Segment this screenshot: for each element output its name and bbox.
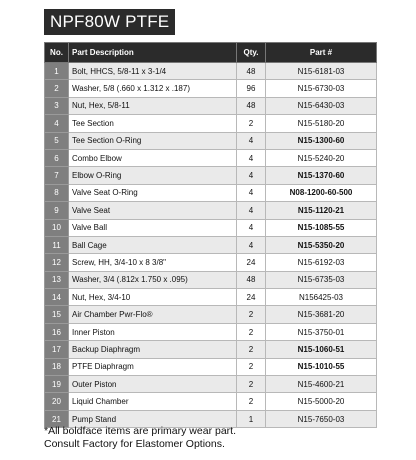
row-part-number: N15-3681-20 (266, 306, 377, 323)
row-part-description: Valve Ball (69, 219, 237, 236)
row-part-number: N15-5240-20 (266, 149, 377, 166)
row-number: 18 (45, 358, 69, 375)
footnote-line-1: *All boldface items are primary wear part. (44, 425, 236, 437)
row-quantity: 4 (237, 167, 266, 184)
row-part-description: Bolt, HHCS, 5/8-11 x 3-1/4 (69, 63, 237, 80)
table-row (45, 167, 377, 184)
row-number: 2 (45, 80, 69, 97)
table-row (45, 341, 377, 358)
table-row (45, 376, 377, 393)
page-title: NPF80W PTFE (44, 9, 175, 35)
row-number: 16 (45, 323, 69, 340)
table-row (45, 115, 377, 132)
row-part-description: PTFE Diaphragm (69, 358, 237, 375)
row-number: 12 (45, 254, 69, 271)
row-quantity: 2 (237, 376, 266, 393)
row-part-number: N15-5350-20 (266, 236, 377, 253)
row-quantity: 4 (237, 184, 266, 201)
table-row (45, 358, 377, 375)
row-part-description: Outer Piston (69, 376, 237, 393)
row-part-number: N15-5180-20 (266, 115, 377, 132)
row-part-number: N15-6730-03 (266, 80, 377, 97)
row-part-description: Washer, 3/4 (.812x 1.750 x .095) (69, 271, 237, 288)
parts-table (44, 42, 377, 428)
row-quantity: 2 (237, 323, 266, 340)
table-row (45, 97, 377, 114)
row-quantity: 4 (237, 132, 266, 149)
row-quantity: 2 (237, 341, 266, 358)
row-number: 9 (45, 202, 69, 219)
row-quantity: 2 (237, 358, 266, 375)
row-quantity: 96 (237, 80, 266, 97)
row-number: 11 (45, 236, 69, 253)
table-row (45, 271, 377, 288)
row-number: 15 (45, 306, 69, 323)
row-number: 19 (45, 376, 69, 393)
header-part-number: Part # (266, 43, 377, 63)
row-part-description: Combo Elbow (69, 149, 237, 166)
table-row (45, 306, 377, 323)
table-row (45, 80, 377, 97)
table-row (45, 393, 377, 410)
row-part-description: Backup Diaphragm (69, 341, 237, 358)
row-number: 13 (45, 271, 69, 288)
row-part-description: Tee Section (69, 115, 237, 132)
table-row (45, 132, 377, 149)
row-part-description: Liquid Chamber (69, 393, 237, 410)
row-quantity: 24 (237, 289, 266, 306)
row-part-description: Tee Section O-Ring (69, 132, 237, 149)
row-number: 14 (45, 289, 69, 306)
row-part-number: N15-4600-21 (266, 376, 377, 393)
row-quantity: 2 (237, 306, 266, 323)
row-number: 6 (45, 149, 69, 166)
row-part-number: N15-7650-03 (266, 410, 377, 427)
row-part-description: Inner Piston (69, 323, 237, 340)
row-quantity: 2 (237, 393, 266, 410)
table-row (45, 254, 377, 271)
row-part-number: N08-1200-60-500 (266, 184, 377, 201)
row-number: 10 (45, 219, 69, 236)
row-quantity: 24 (237, 254, 266, 271)
row-part-number: N15-5000-20 (266, 393, 377, 410)
header-part-description: Part Description (69, 43, 237, 63)
parts-table-header (45, 43, 377, 63)
row-number: 8 (45, 184, 69, 201)
table-row (45, 149, 377, 166)
row-number: 21 (45, 410, 69, 427)
row-quantity: 4 (237, 149, 266, 166)
row-part-number: N15-1120-21 (266, 202, 377, 219)
row-part-number: N15-6181-03 (266, 63, 377, 80)
row-quantity: 1 (237, 410, 266, 427)
row-part-number: N15-1300-60 (266, 132, 377, 149)
footnote-line-2: Consult Factory for Elastomer Options. (44, 438, 225, 450)
row-part-number: N15-6735-03 (266, 271, 377, 288)
row-part-description: Elbow O-Ring (69, 167, 237, 184)
header-qty: Qty. (237, 43, 266, 63)
row-part-number: N15-1060-51 (266, 341, 377, 358)
row-part-description: Ball Cage (69, 236, 237, 253)
footnote (44, 425, 384, 451)
table-row (45, 63, 377, 80)
table-row (45, 184, 377, 201)
table-row (45, 202, 377, 219)
row-number: 20 (45, 393, 69, 410)
header-no: No. (45, 43, 69, 63)
row-number: 1 (45, 63, 69, 80)
row-part-description: Screw, HH, 3/4-10 x 8 3/8" (69, 254, 237, 271)
row-part-description: Nut, Hex, 5/8-11 (69, 97, 237, 114)
row-part-description: Nut, Hex, 3/4-10 (69, 289, 237, 306)
table-row (45, 289, 377, 306)
row-quantity: 48 (237, 271, 266, 288)
row-number: 4 (45, 115, 69, 132)
row-part-description: Washer, 5/8 (.660 x 1.312 x .187) (69, 80, 237, 97)
row-quantity: 48 (237, 97, 266, 114)
row-part-number: N15-6192-03 (266, 254, 377, 271)
row-quantity: 4 (237, 202, 266, 219)
row-part-description: Valve Seat (69, 202, 237, 219)
parts-table-body (45, 63, 377, 428)
row-quantity: 48 (237, 63, 266, 80)
row-part-number: N15-6430-03 (266, 97, 377, 114)
row-part-description: Pump Stand (69, 410, 237, 427)
row-part-description: Valve Seat O-Ring (69, 184, 237, 201)
row-part-number: N15-1370-60 (266, 167, 377, 184)
row-quantity: 2 (237, 115, 266, 132)
row-quantity: 4 (237, 236, 266, 253)
row-part-number: N156425-03 (266, 289, 377, 306)
row-quantity: 4 (237, 219, 266, 236)
row-part-number: N15-1010-55 (266, 358, 377, 375)
row-number: 17 (45, 341, 69, 358)
row-number: 5 (45, 132, 69, 149)
table-row (45, 219, 377, 236)
row-part-description: Air Chamber Pwr-Flo® (69, 306, 237, 323)
table-row (45, 236, 377, 253)
table-row (45, 323, 377, 340)
row-number: 7 (45, 167, 69, 184)
row-part-number: N15-1085-55 (266, 219, 377, 236)
row-number: 3 (45, 97, 69, 114)
row-part-number: N15-3750-01 (266, 323, 377, 340)
